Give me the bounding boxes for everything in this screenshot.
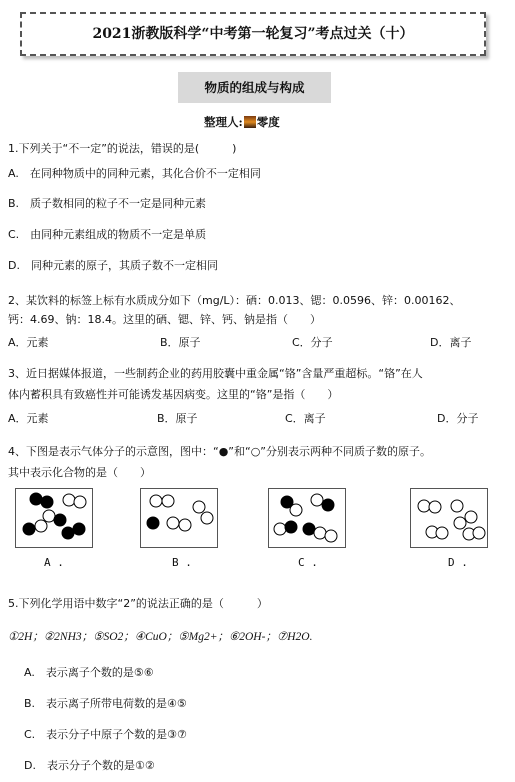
q1-option-b: B. 质子数相同的粒子不一定是同种元素 [8,197,207,210]
atom-open [201,512,213,524]
atom-filled [285,521,297,533]
editor-prefix: 整理人: [204,115,243,129]
atom-open [311,494,323,506]
q5-option-c: C. 表示分子中原子个数的是③⑦ [24,728,187,741]
atom-open [436,527,448,539]
atom-open [454,517,466,529]
atom-open [429,501,441,513]
atom-filled [147,517,159,529]
q3-option-b: B．原子 [157,412,198,425]
editor-name: 零度 [256,115,280,129]
molecule-diagram-d [410,488,488,548]
q2-option-b: B．原子 [160,336,201,349]
q5-option-b: B. 表示离子所带电荷数的是④⑤ [24,697,187,710]
page-title: 2021浙教版科学“中考第一轮复习”考点过关（十） [92,26,414,42]
atom-open [63,494,75,506]
q3-option-a: A．元素 [8,412,49,425]
q4-stem-line2: 其中表示化合物的是（ ） [8,466,151,479]
molecule-diagram-c [268,488,346,548]
atom-open [325,530,337,542]
atom-filled [322,499,334,511]
atom-open [274,523,286,535]
atom-filled [303,523,315,535]
diagram-caption-b: B . [172,556,192,569]
atom-open [162,495,174,507]
q3-option-c: C．离子 [285,412,326,425]
atom-open [473,527,485,539]
q5-option-d: D. 表示分子个数的是①② [24,759,155,772]
atom-filled [30,493,42,505]
atom-open [150,495,162,507]
editor-line [204,114,280,130]
q4-stem-line1: 4、下图是表示气体分子的示意图，图中：“●”和“○”分别表示两种不同质子数的原子。 [8,445,431,458]
atom-open [43,510,55,522]
sunset-icon [244,116,256,128]
atom-open [290,504,302,516]
atom-filled [41,496,53,508]
atom-open [167,517,179,529]
diagram-caption-d: D . [448,556,468,569]
atom-open [193,501,205,513]
q3-stem-line2: 体内蓄积具有致癌性并可能诱发基因病变。这里的“铬”是指（ ） [8,388,339,401]
q5-option-a: A. 表示离子个数的是⑤⑥ [24,666,154,679]
atom-open [314,527,326,539]
atom-open [451,500,463,512]
molecule-diagram-b [140,488,218,548]
diagram-caption-c: C . [298,556,318,569]
q5-symbols: ①2H；②2NH3；⑤SO2；④CuO；⑤Mg2+；⑥2OH-；⑦H2O. [8,631,313,643]
atom-open [35,520,47,532]
atom-filled [23,523,35,535]
atom-open [418,500,430,512]
atom-open [179,519,191,531]
q3-stem-line1: 3、近日据媒体报道，一些制药企业的药用胶囊中重金属“铬”含量严重超标。“铬”在人 [8,367,423,380]
molecule-diagram-a [15,488,93,548]
q5-stem: 5.下列化学用语中数字“2”的说法正确的是（ ） [8,597,268,610]
q2-stem-line1: 2、某饮料的标签上标有水质成分如下（mg/L）：硒：0.013、锶：0.0596、锌：0.00162、 [8,294,461,307]
q1-option-a: A. 在同种物质中的同种元素，其化合价不一定相同 [8,167,261,180]
atom-open [465,511,477,523]
q1-stem: 1.下列关于“不一定”的说法，错误的是( ) [8,142,237,155]
q1-option-c: C. 由同种元素组成的物质不一定是单质 [8,228,207,241]
q2-option-c: C．分子 [292,336,333,349]
q2-option-d: D．离子 [430,336,472,349]
diagram-caption-a: A . [44,556,64,569]
atom-filled [62,527,74,539]
atom-open [74,496,86,508]
topic-heading: 物质的组成与构成 [178,72,331,103]
q1-option-d: D. 同种元素的原子，其质子数不一定相同 [8,259,218,272]
atom-filled [73,523,85,535]
q2-option-a: A．元素 [8,336,49,349]
atom-filled [54,514,66,526]
q3-option-d: D．分子 [437,412,479,425]
q2-stem-line2: 钙：4.69、钠：18.4。这里的硒、锶、锌、钙、钠是指（ ） [8,313,321,326]
